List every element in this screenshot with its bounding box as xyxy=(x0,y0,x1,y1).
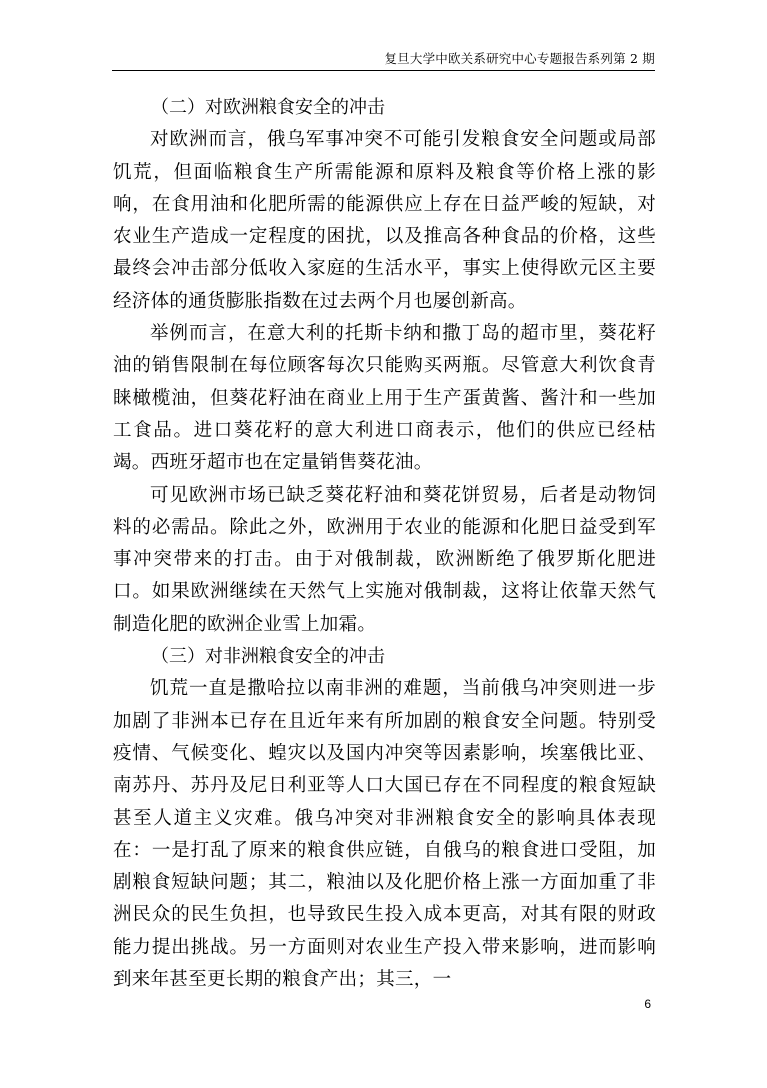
running-header: 复旦大学中欧关系研究中心专题报告系列第 2 期 xyxy=(384,51,655,66)
section-heading-africa: （三）对非洲粮食安全的冲击 xyxy=(151,646,385,668)
header-rule xyxy=(112,70,655,71)
page-number: 6 xyxy=(644,997,651,1011)
europe-paragraph-3: 可见欧洲市场已缺乏葵花籽油和葵花饼贸易，后者是动物饲料的必需品。除此之外，欧洲用于农业的能源和化肥日益受到军事冲突带来的打击。由于对俄制裁，欧洲断绝了俄罗斯化肥进口。如果欧洲继续在天然气上实施对俄制裁，这将让依靠天然气制造化肥的欧洲企业雪上加霜。 xyxy=(113,484,656,635)
document-body xyxy=(113,92,656,996)
africa-paragraph-1: 饥荒一直是撒哈拉以南非洲的难题，当前俄乌冲突则进一步加剧了非洲本已存在且近年来有所加剧的粮食安全问题。特别受疫情、气候变化、蝗灾以及国内冲突等因素影响，埃塞俄比亚、南苏丹、苏丹及尼日利亚等人口大国已存在不同程度的粮食短缺甚至人道主义灾难。俄乌冲突对非洲粮食安全的影响具体表现在：一是打乱了原来的粮食供应链，自俄乌的粮食进口受阻，加剧粮食短缺问题；其二，粮油以及化肥价格上涨一方面加重了非洲民众的民生负担，也导致民生投入成本更高，对其有限的财政能力提出挑战。另一方面则对农业生产投入带来影响，进而影响到来年甚至更长期的粮食产出；其三，一 xyxy=(113,678,656,991)
section-heading-europe: （二）对欧洲粮食安全的冲击 xyxy=(151,97,385,118)
europe-paragraph-2: 举例而言，在意大利的托斯卡纳和撒丁岛的超市里，葵花籽油的销售限制在每位顾客每次只能购买两瓶。尽管意大利饮食青睐橄榄油，但葵花籽油在商业上用于生产蛋黄酱、酱汁和一些加工食品。进口葵花籽的意大利进口商表示，他们的供应已经枯竭。西班牙超市也在定量销售葵花油。 xyxy=(113,323,656,474)
europe-paragraph-1: 对欧洲而言，俄乌军事冲突不可能引发粮食安全问题或局部饥荒，但面临粮食生产所需能源和原料及粮食等价格上涨的影响，在食用油和化肥所需的能源供应上存在日益严峻的短缺，对农业生产造成一定程度的困扰，以及推高各种食品的价格，这些最终会冲击部分低收入家庭的生活水平，事实上使得欧元区主要经济体的通货膨胀指数在过去两个月也屡创新高。 xyxy=(113,129,656,312)
